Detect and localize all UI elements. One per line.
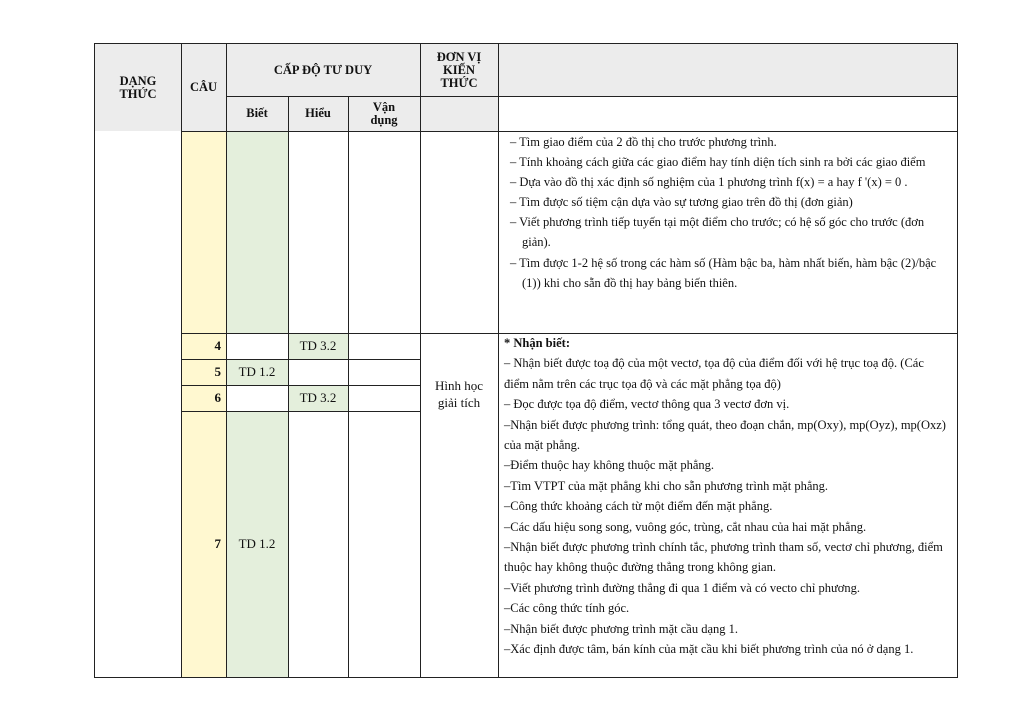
level-biet: TD 1.2 (238, 364, 276, 379)
cau-number: 4 (214, 338, 221, 353)
section-title: * Nhận biết: (504, 336, 570, 350)
requirement-item: – Nhận biết được toạ độ của một vectơ, tọa độ của điểm đối với hệ trục toạ độ. (Các điểm nằm trên các trục tọa độ và các mặt phẳng tọa độ) (504, 356, 924, 391)
requirement-item: –Tìm VTPT của mặt phẳng khi cho sẵn phương trình mặt phẳng. (504, 478, 828, 493)
requirement-item: –Các dấu hiệu song song, vuông góc, trùng, cắt nhau của hai mặt phẳng. (504, 519, 867, 534)
requirement-item: –Các công thức tính góc. (504, 601, 630, 616)
requirement-item: – Tìm giao điểm của 2 đồ thị cho trước phương trình. (510, 135, 777, 149)
header-cap-do-tu-duy: CẤP ĐỘ TƯ DUY (273, 62, 373, 77)
cau-number: 6 (214, 390, 221, 405)
header-don-vi-kien-thuc: ĐƠN VỊ KIẾN THỨC (436, 49, 482, 90)
requirement-item: –Điểm thuộc hay không thuộc mặt phẳng. (504, 458, 715, 473)
requirement-item: – Viết phương trình tiếp tuyến tại một điểm cho trước; có hệ số góc cho trước (đơn giản). (510, 215, 925, 250)
knowledge-unit: Hình học giải tích (434, 378, 484, 410)
level-biet: TD 1.2 (238, 536, 276, 551)
requirement-item: – Đọc được tọa độ điểm, vectơ thông qua 3 vectơ đơn vị. (504, 397, 790, 412)
requirement-item: –Nhận biết được phương trình mặt cầu dạng 1. (504, 621, 739, 636)
requirement-item: – Tính khoảng cách giữa các giao điểm hay tính diện tích sinh ra bởi các giao điểm (510, 155, 926, 170)
level-hieu: TD 3.2 (299, 390, 337, 405)
cau-number: 5 (214, 364, 221, 379)
requirement-item: –Công thức khoảng cách từ một điểm đến mặt phẳng. (504, 499, 773, 514)
level-hieu: TD 3.2 (299, 338, 337, 353)
requirement-item: – Tìm được số tiệm cận dựa vào sự tương giao trên đồ thị (đơn giản) (510, 195, 853, 210)
header-van-dung: Vận dụng (370, 99, 398, 127)
requirement-item: –Viết phương trình đường thẳng đi qua 1 điểm và có vecto chỉ phương. (504, 580, 861, 595)
requirement-item: –Nhận biết được phương trình chính tắc, phương trình tham số, vectơ chỉ phương, điểm thuộc hay không thuộc đường thẳng trong không gian. (504, 540, 943, 575)
requirement-item: –Nhận biết được phương trình: tổng quát, theo đoạn chắn, mp(Oxy), mp(Oyz), mp(Oxz) của mặt phẳng. (504, 417, 946, 453)
header-hieu: Hiểu (305, 106, 331, 120)
requirement-item: – Dựa vào đồ thị xác định số nghiệm của 1 phương trình f(x) = a hay f '(x) = 0 . (510, 175, 908, 190)
header-dang-thuc: DẠNG THỨC (119, 73, 157, 101)
requirement-item: –Xác định được tâm, bán kính của mặt cầu khi biết phương trình của nó ở dạng 1. (504, 642, 914, 657)
requirement-item: – Tìm được 1-2 hệ số trong các hàm số (Hàm bậc ba, hàm nhất biến, hàm bậc (2)/bậc (1)) khi cho sẵn đồ thị hay bảng biến thiên. (510, 255, 937, 290)
requirements-top (506, 132, 950, 293)
cau-number: 7 (214, 536, 221, 551)
requirements-geometry (504, 333, 950, 660)
header-cau: CÂU (189, 80, 218, 94)
header-biet: Biết (246, 106, 268, 120)
